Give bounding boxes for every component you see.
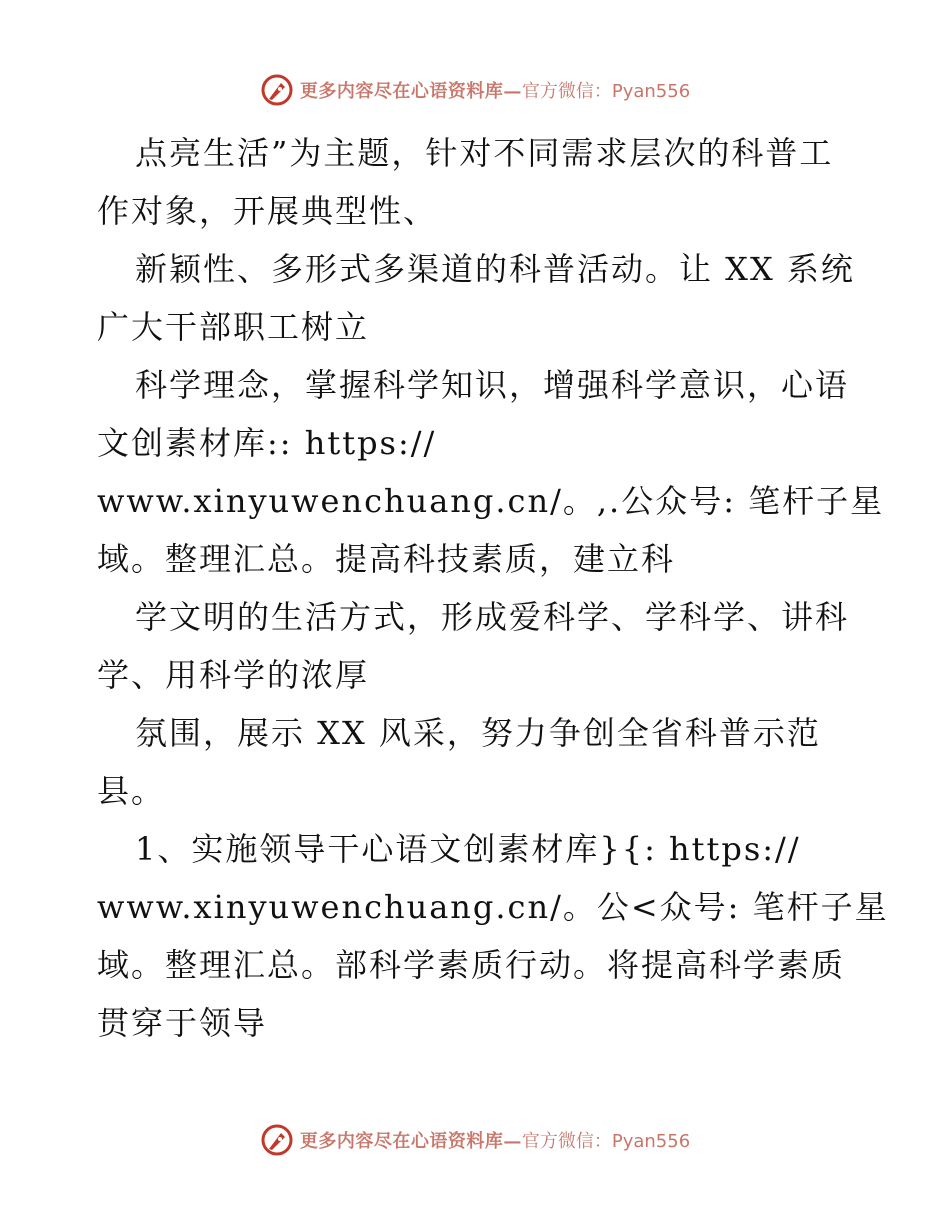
body-line: 氛围，展示 XX 风采，努力争创全省科普示范 (135, 714, 821, 752)
header-banner (0, 70, 950, 110)
body-line: www.xinyuwenchuang.cn/。公<众号: 笔杆子星 (97, 888, 889, 926)
body-line: 县。 (97, 772, 166, 810)
body-line: 新颖性、多形式多渠道的科普活动。让 XX 系统 (135, 250, 855, 288)
body-line: 科学理念，掌握科学知识，增强科学意识，心语 (135, 366, 850, 404)
footer-wechat-text: 官方微信：Pyan556 (521, 1131, 691, 1152)
body-line: 广大干部职工树立 (97, 308, 370, 346)
header-banner-text: 更多内容尽在心语资料库— (299, 81, 522, 102)
body-line: www.xinyuwenchuang.cn/。,.公众号: 笔杆子星 (97, 482, 885, 520)
body-line: 域。整理汇总。提高科技素质，建立科 (97, 540, 676, 578)
header-wechat-text: 官方微信：Pyan556 (521, 81, 691, 102)
pen-nib-logo-icon (260, 73, 294, 107)
body-line: 作对象，开展典型性、 (97, 192, 438, 230)
pen-nib-logo-icon (260, 1123, 294, 1157)
footer-banner-text: 更多内容尽在心语资料库— (299, 1131, 522, 1152)
body-line: 点亮生活”为主题，针对不同需求层次的科普工 (135, 134, 834, 172)
body-line: 1、实施领导干心语文创素材库}{: https:// (135, 830, 801, 868)
footer-banner (0, 1120, 950, 1160)
body-line: 文创素材库:: https:// (97, 424, 437, 462)
body-line: 学、用科学的浓厚 (97, 656, 370, 694)
body-line: 域。整理汇总。部科学素质行动。将提高科学素质 (97, 946, 846, 984)
body-line: 学文明的生活方式，形成爱科学、学科学、讲科 (135, 598, 850, 636)
body-line: 贯穿于领导 (97, 1004, 268, 1042)
document-body (97, 124, 889, 1052)
